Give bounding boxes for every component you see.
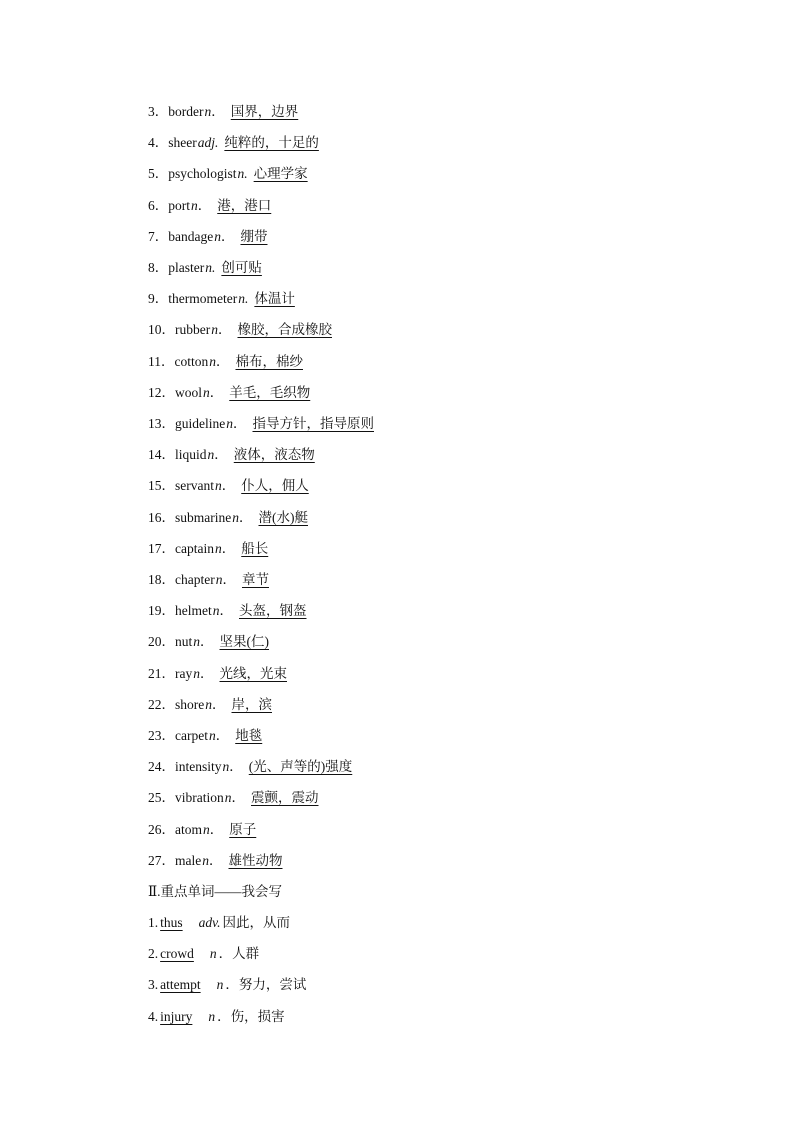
vocab-separator: ．	[209, 385, 224, 400]
vocab-number: 15．	[148, 478, 175, 493]
vocab-answer: 雄性动物	[228, 853, 283, 868]
vocab-part-of-speech: n	[226, 416, 233, 431]
vocab-word: shore	[175, 697, 205, 712]
vocab-part-of-speech: n	[232, 510, 239, 525]
vocab-number: 12．	[148, 385, 175, 400]
vocab-answer: 创可贴	[221, 260, 262, 275]
vocab-separator: ．	[239, 510, 253, 525]
vocab-separator: ．	[221, 541, 236, 556]
vocab-separator: ．	[217, 322, 232, 337]
vocab-part-of-speech: n.	[205, 260, 216, 275]
vocab-answer: 震颤，震动	[251, 790, 319, 805]
write-number: 2.	[148, 946, 159, 961]
vocab-number: 24．	[148, 759, 175, 774]
write-part-of-speech: n	[209, 946, 217, 961]
vocab-word: ray	[175, 666, 193, 681]
write-number: 1.	[148, 915, 159, 930]
vocab-word: port	[168, 198, 190, 213]
write-number: 4.	[148, 1009, 159, 1024]
vocab-item	[148, 757, 354, 777]
vocab-item	[148, 258, 264, 278]
vocab-answer: (光、声等的)强度	[248, 759, 353, 774]
vocab-number: 7．	[148, 229, 169, 244]
vocab-item	[148, 788, 321, 808]
vocab-item	[148, 632, 271, 652]
write-meaning: ．努力，尝试	[225, 977, 307, 992]
vocab-separator: ．	[209, 822, 224, 837]
vocab-part-of-speech: n	[205, 697, 212, 712]
vocab-answer: 指导方针，指导原则	[252, 416, 374, 431]
vocab-answer: 仆人，佣人	[241, 478, 309, 493]
vocab-word: intensity	[175, 759, 222, 774]
vocab-number: 21．	[148, 666, 175, 681]
vocab-word: male	[175, 853, 202, 868]
vocab-answer: 绷带	[240, 229, 268, 244]
vocab-answer: 橡胶，合成橡胶	[237, 322, 332, 337]
vocab-separator: ．	[222, 572, 236, 587]
vocab-word: helmet	[175, 603, 212, 618]
vocab-item	[148, 196, 273, 216]
vocab-separator: ．	[219, 603, 233, 618]
section-title: Ⅱ.重点单词——我会写	[148, 884, 283, 899]
vocab-item	[148, 383, 312, 403]
vocab-part-of-speech: n	[212, 603, 220, 618]
vocab-number: 8．	[148, 260, 169, 275]
vocab-part-of-speech: n.	[237, 166, 248, 181]
vocab-separator: ．	[209, 853, 223, 868]
vocab-item	[148, 726, 264, 746]
vocab-part-of-speech: n	[224, 790, 232, 805]
vocab-word: servant	[175, 478, 214, 493]
vocab-number: 25．	[148, 790, 175, 805]
vocab-number: 17．	[148, 541, 175, 556]
vocab-part-of-speech: n	[193, 666, 200, 681]
vocab-word: liquid	[175, 447, 207, 462]
vocab-part-of-speech: n	[215, 572, 223, 587]
vocab-word: nut	[175, 634, 193, 649]
vocab-word: wool	[175, 385, 202, 400]
vocab-word: rubber	[175, 322, 211, 337]
vocab-word: plaster	[168, 260, 205, 275]
vocab-item	[148, 601, 309, 621]
vocab-part-of-speech: n	[204, 104, 212, 119]
vocab-item	[148, 352, 305, 372]
vocab-item	[148, 851, 285, 871]
vocab-number: 14．	[148, 447, 175, 462]
write-part-of-speech: adv.	[198, 915, 221, 930]
vocab-part-of-speech: adj.	[197, 135, 219, 150]
vocab-word: carpet	[175, 728, 208, 743]
vocab-word: vibration	[175, 790, 224, 805]
vocab-word: sheer	[168, 135, 197, 150]
vocab-part-of-speech: n	[211, 322, 218, 337]
write-answer: crowd	[160, 946, 194, 961]
vocab-separator: ．	[231, 790, 245, 805]
vocab-separator: ．	[197, 198, 212, 213]
vocab-word: psychologist	[168, 166, 237, 181]
vocab-word: submarine	[175, 510, 232, 525]
vocab-number: 9．	[148, 291, 169, 306]
write-answer: thus	[160, 915, 183, 930]
vocab-number: 6．	[148, 198, 169, 213]
vocab-item	[148, 320, 334, 340]
vocab-answer: 岸，滨	[231, 697, 272, 712]
vocab-separator: ．	[211, 104, 225, 119]
vocab-answer: 头盔，钢盔	[239, 603, 307, 618]
vocab-item	[148, 227, 269, 247]
vocab-item	[148, 289, 297, 309]
vocab-item	[148, 476, 311, 496]
vocab-part-of-speech: n	[208, 728, 216, 743]
vocab-answer: 纯粹的，十足的	[224, 135, 319, 150]
vocab-separator: ．	[200, 666, 214, 681]
vocab-number: 3．	[148, 104, 169, 119]
write-meaning: 因此，从而	[222, 915, 291, 930]
vocab-answer: 羊毛，毛织物	[229, 385, 311, 400]
write-meaning: ．人群	[218, 946, 260, 961]
vocab-number: 18．	[148, 572, 175, 587]
vocab-part-of-speech: n	[193, 634, 201, 649]
vocab-answer: 液体，液态物	[233, 447, 315, 462]
vocab-number: 27．	[148, 853, 175, 868]
vocab-part-of-speech: n	[203, 822, 210, 837]
vocab-item	[148, 539, 270, 559]
vocab-item	[148, 102, 300, 122]
vocab-part-of-speech: n	[222, 759, 230, 774]
vocab-number: 5．	[148, 166, 169, 181]
vocab-answer: 船长	[241, 541, 269, 556]
write-meaning: ．伤，损害	[217, 1009, 285, 1024]
vocab-number: 22．	[148, 697, 175, 712]
vocab-word: atom	[175, 822, 202, 837]
vocab-answer: 国界，边界	[230, 104, 299, 119]
vocab-word: chapter	[175, 572, 215, 587]
vocab-separator: ．	[200, 634, 214, 649]
vocab-part-of-speech: n	[214, 541, 222, 556]
vocab-answer: 潜(水)艇	[258, 510, 308, 525]
write-number: 3.	[148, 977, 159, 992]
vocab-number: 23．	[148, 728, 175, 743]
vocab-answer: 坚果(仁)	[219, 634, 270, 649]
vocab-answer: 心理学家	[253, 166, 308, 181]
vocab-word: cotton	[174, 354, 209, 369]
vocab-item	[148, 570, 271, 590]
vocab-answer: 港，港口	[217, 198, 272, 213]
vocab-word: bandage	[168, 229, 214, 244]
vocab-number: 11．	[148, 354, 175, 369]
write-answer: injury	[160, 1009, 193, 1024]
vocab-separator: ．	[214, 447, 228, 462]
write-item	[148, 913, 290, 933]
vocab-item	[148, 414, 376, 434]
vocab-answer: 棉布，棉纱	[235, 354, 303, 369]
vocab-word: guideline	[175, 416, 226, 431]
vocab-word: thermometer	[168, 291, 238, 306]
vocab-part-of-speech: n	[191, 198, 198, 213]
vocab-separator: ．	[220, 229, 235, 244]
vocab-number: 10．	[148, 322, 175, 337]
write-item	[148, 975, 306, 995]
vocab-number: 26．	[148, 822, 175, 837]
vocab-answer: 光线，光束	[219, 666, 287, 681]
vocab-separator: ．	[229, 759, 243, 774]
vocab-part-of-speech: n	[202, 853, 209, 868]
vocab-item	[148, 820, 258, 840]
vocab-number: 20．	[148, 634, 175, 649]
vocab-word: captain	[175, 541, 214, 556]
vocab-answer: 体温计	[254, 291, 295, 306]
write-item	[148, 1007, 285, 1027]
vocab-separator: ．	[233, 416, 247, 431]
vocab-item	[148, 695, 274, 715]
write-answer: attempt	[160, 977, 201, 992]
vocab-answer: 地毯	[235, 728, 263, 743]
vocab-item	[148, 664, 289, 684]
vocab-answer: 原子	[229, 822, 257, 837]
write-item	[148, 944, 259, 964]
vocab-item	[148, 445, 317, 465]
vocab-number: 4．	[148, 135, 169, 150]
vocab-part-of-speech: n	[209, 354, 216, 369]
vocab-number: 16．	[148, 510, 175, 525]
vocab-item	[148, 164, 310, 184]
vocab-separator: ．	[216, 354, 230, 369]
vocab-separator: ．	[215, 728, 230, 743]
vocab-item	[148, 508, 310, 528]
vocab-part-of-speech: n	[203, 385, 210, 400]
vocab-answer: 章节	[241, 572, 269, 587]
vocab-part-of-speech: n.	[238, 291, 249, 306]
write-part-of-speech: n	[216, 977, 224, 992]
vocab-part-of-speech: n	[214, 478, 222, 493]
vocab-part-of-speech: n	[207, 447, 215, 462]
vocab-number: 19．	[148, 603, 175, 618]
write-part-of-speech: n	[208, 1009, 216, 1024]
vocab-number: 13．	[148, 416, 175, 431]
vocab-separator: ．	[221, 478, 236, 493]
vocab-item	[148, 133, 321, 153]
vocab-separator: ．	[212, 697, 226, 712]
vocab-word: border	[168, 104, 204, 119]
vocab-part-of-speech: n	[214, 229, 221, 244]
